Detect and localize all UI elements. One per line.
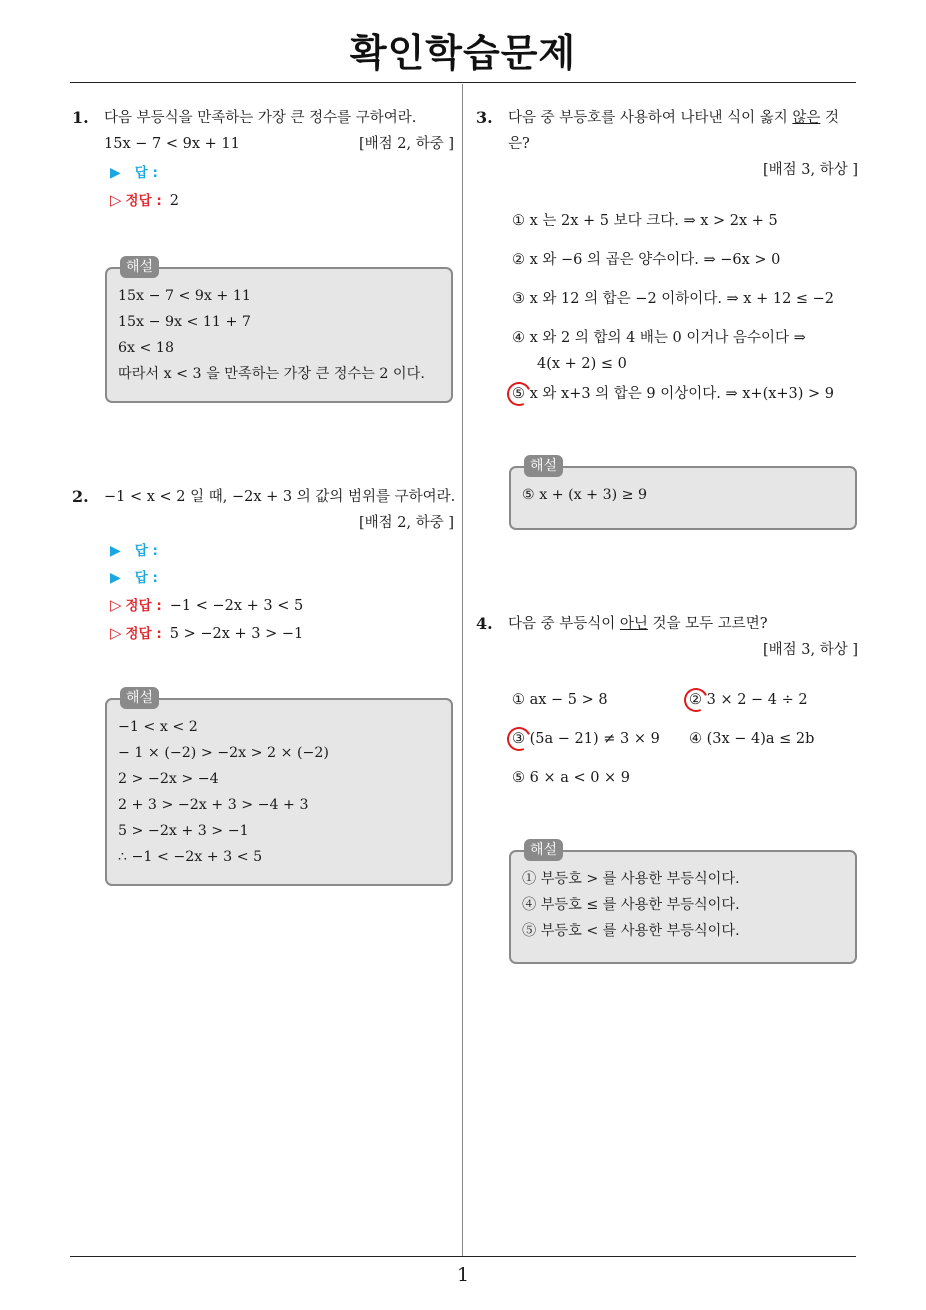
solution-box-1 [105, 259, 453, 403]
column-divider [462, 84, 463, 1256]
question-3 [476, 105, 858, 183]
correct-arrow-icon: ▷ [110, 191, 122, 209]
solution-line: 5 > −2x + 3 > −1 [118, 823, 249, 839]
solution-tab: 해설 [524, 455, 563, 477]
correct-label: 정답 : [125, 626, 162, 642]
option-4: ④ (3x − 4)a ≤ 2b [689, 731, 815, 747]
option-2: ② x 와 −6 의 곱은 양수이다. ⇒ −6x > 0 [512, 252, 781, 268]
option-1: ① x 는 2x + 5 보다 크다. ⇒ x > 2x + 5 [512, 213, 778, 229]
correct-label: 정답 : [125, 598, 162, 614]
score-label: [배점 2, 하중 ] [358, 136, 454, 152]
solution-line: 15x − 9x < 11 + 7 [118, 314, 251, 330]
question-number: 2. [72, 487, 89, 506]
option-5: ⑤ x 와 x+3 의 합은 9 이상이다. ⇒ x+(x+3) > 9 [512, 386, 835, 402]
option-3: ③ x 와 12 의 합은 −2 이하이다. ⇒ x + 12 ≤ −2 [512, 291, 835, 307]
question-text: 다음 중 부등식이 아닌 것을 모두 고르면? [508, 616, 768, 632]
answer-arrow-icon: ▶ [110, 570, 121, 586]
answer-arrow-icon: ▶ [110, 165, 121, 181]
option-5: ⑤ 6 × a < 0 × 9 [512, 770, 631, 786]
correct-label: 정답 : [125, 193, 162, 209]
question-1 [72, 105, 454, 157]
solution-line: ⑤ 부등호 < 를 사용한 부등식이다. [522, 923, 740, 939]
answer-label: 답 : [134, 570, 158, 586]
score-label: [배점 2, 하중 ] [358, 515, 454, 531]
underlined-word: 않은 [792, 110, 821, 126]
answer-label: 답 : [134, 543, 158, 559]
score-label: [배점 3, 하상 ] [762, 642, 858, 658]
option-4: ④ x 와 2 의 합의 4 배는 0 이거나 음수이다 ⇒ [512, 330, 806, 346]
solution-line: ① 부등호 > 를 사용한 부등식이다. [522, 871, 740, 887]
correct-arrow-icon: ▷ [110, 624, 122, 642]
option-2: ② 3 × 2 − 4 ÷ 2 [689, 692, 808, 708]
solution-line: 15x − 7 < 9x + 11 [118, 288, 251, 304]
question-4 [476, 611, 858, 663]
question-number: 1. [72, 108, 89, 127]
header-rule [70, 82, 856, 83]
correct-arrow-icon: ▷ [110, 596, 122, 614]
answer-block-1 [110, 160, 179, 215]
option-1: ① ax − 5 > 8 [512, 692, 608, 708]
solution-line: 6x < 18 [118, 340, 174, 356]
answer-arrow-icon: ▶ [110, 543, 121, 559]
solution-box-2 [105, 690, 453, 886]
question-number: 3. [476, 108, 493, 127]
correct-value: −1 < −2x + 3 < 5 [169, 598, 304, 614]
correct-value: 2 [169, 193, 179, 209]
solution-tab: 해설 [120, 256, 159, 278]
solution-line: ④ 부등호 ≤ 를 사용한 부등식이다. [522, 897, 740, 913]
score-label: [배점 3, 하상 ] [762, 162, 858, 178]
question-2 [72, 484, 454, 536]
solution-box-4 [509, 842, 857, 964]
question-text: −1 < x < 2 일 때, −2x + 3 의 값의 범위를 구하여라. [104, 489, 456, 505]
question-text: 다음 중 부등호를 사용하여 나타낸 식이 옳지 않은 것은? [508, 110, 840, 152]
solution-line: 따라서 x < 3 을 만족하는 가장 큰 정수는 2 이다. [118, 366, 425, 382]
underlined-word: 아닌 [619, 616, 648, 632]
answer-block-2 [110, 538, 303, 648]
option-4-continued: 4(x + 2) ≤ 0 [537, 356, 627, 372]
solution-line: − 1 × (−2) > −2x > 2 × (−2) [118, 745, 329, 761]
solution-line: ∴ −1 < −2x + 3 < 5 [118, 849, 263, 865]
page-title: 확인학습문제 [349, 31, 577, 75]
solution-line: −1 < x < 2 [118, 719, 198, 735]
solution-tab: 해설 [524, 839, 563, 861]
solution-line: 2 + 3 > −2x + 3 > −4 + 3 [118, 797, 309, 813]
solution-line: ⑤ x + (x + 3) ≥ 9 [522, 487, 648, 503]
question-number: 4. [476, 614, 493, 633]
solution-line: 2 > −2x > −4 [118, 771, 219, 787]
solution-tab: 해설 [120, 687, 159, 709]
option-3: ③ (5a − 21) ≠ 3 × 9 [512, 731, 660, 747]
page-number: 1 [456, 1264, 470, 1286]
footer-rule [70, 1256, 856, 1257]
question-expression: 15x − 7 < 9x + 11 [104, 136, 240, 152]
answer-label: 답 : [134, 165, 158, 181]
solution-box-3 [509, 458, 857, 530]
question-text: 다음 부등식을 만족하는 가장 큰 정수를 구하여라. [104, 110, 417, 126]
correct-value: 5 > −2x + 3 > −1 [169, 626, 304, 642]
